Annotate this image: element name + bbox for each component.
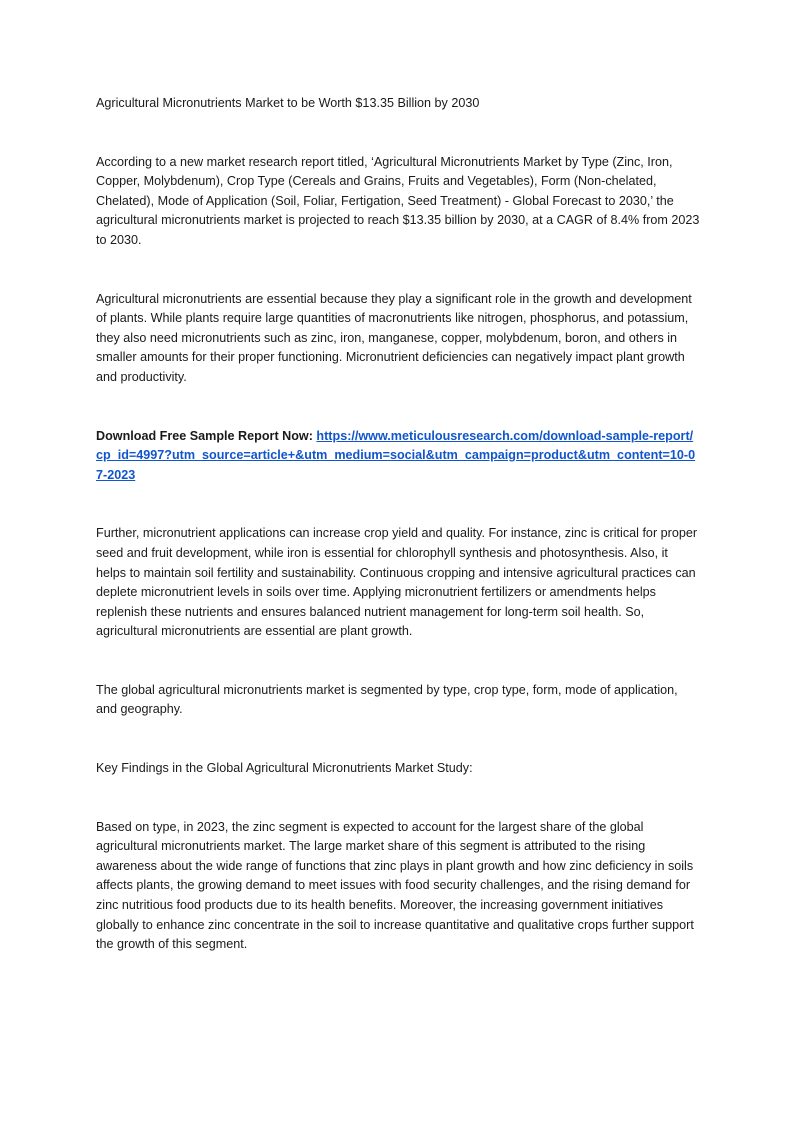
segmentation-paragraph: The global agricultural micronutrients market is segmented by type, crop type, form, mode of application, and geography. bbox=[96, 682, 678, 717]
key-findings-heading: Key Findings in the Global Agricultural Micronutrients Market Study: bbox=[96, 761, 473, 776]
download-paragraph bbox=[96, 427, 700, 486]
document-title: Agricultural Micronutrients Market to be Worth $13.35 Billion by 2030 bbox=[96, 96, 480, 110]
zinc-segment-paragraph: Based on type, in 2023, the zinc segment is expected to account for the largest share of the global agricultural micronutrients market. The large market share of this segment is attributed to the rising awareness about the wide range of functions that zinc plays in plant growth and how zinc deficiency in soils affects plants, the growing demand to meet issues with food security challenges, and the rising demand for zinc nutritious food products due to its health benefits. Moreover, the increasing government initiatives globally to enhance zinc concentrate in the soil to increase quantitative and qualitative crops further support the growth of this segment. bbox=[96, 819, 694, 952]
further-paragraph: Further, micronutrient applications can increase crop yield and quality. For instance, zinc is critical for proper seed and fruit development, while iron is essential for chlorophyll synthesis and photosynthesis. Also, it helps to maintain soil fertility and sustainability. Continuous cropping and intensive agricultural practices can deplete micronutrient levels in soils over time. Applying micronutrient fertilizers or amendments helps replenish these nutrients and ensures balanced nutrient management for long-term soil health. So, agricultural micronutrients are essential are plant growth. bbox=[96, 526, 698, 639]
download-sample-link[interactable]: https://www.meticulousresearch.com/download-sample-report/cp_id=4997?utm_source=article+&utm_medium=social&utm_campaign=product&utm_content=10-07-2023 bbox=[96, 428, 696, 482]
download-label: Download Free Sample Report Now: bbox=[96, 428, 317, 443]
essential-paragraph: Agricultural micronutrients are essential because they play a significant role in the growth and development of plants. While plants require large quantities of macronutrients like nitrogen, phosphorus, and potassium, they also need micronutrients such as zinc, iron, manganese, copper, molybdenum, boron, and others in smaller amounts for their proper functioning. Micronutrient deficiencies can negatively impact plant growth and productivity. bbox=[96, 291, 692, 384]
intro-paragraph: According to a new market research report titled, ‘Agricultural Micronutrients Market by Type (Zinc, Iron, Copper, Molybdenum), Crop Type (Cereals and Grains, Fruits and Vegetables), Form (Non-chelated, Chelated), Mode of Application (Soil, Foliar, Fertigation, Seed Treatment) - Global Forecast to 2030,’ the agricultural micronutrients market is projected to reach $13.35 billion by 2030, at a CAGR of 8.4% from 2023 to 2030. bbox=[96, 154, 700, 247]
document-body bbox=[96, 94, 700, 955]
